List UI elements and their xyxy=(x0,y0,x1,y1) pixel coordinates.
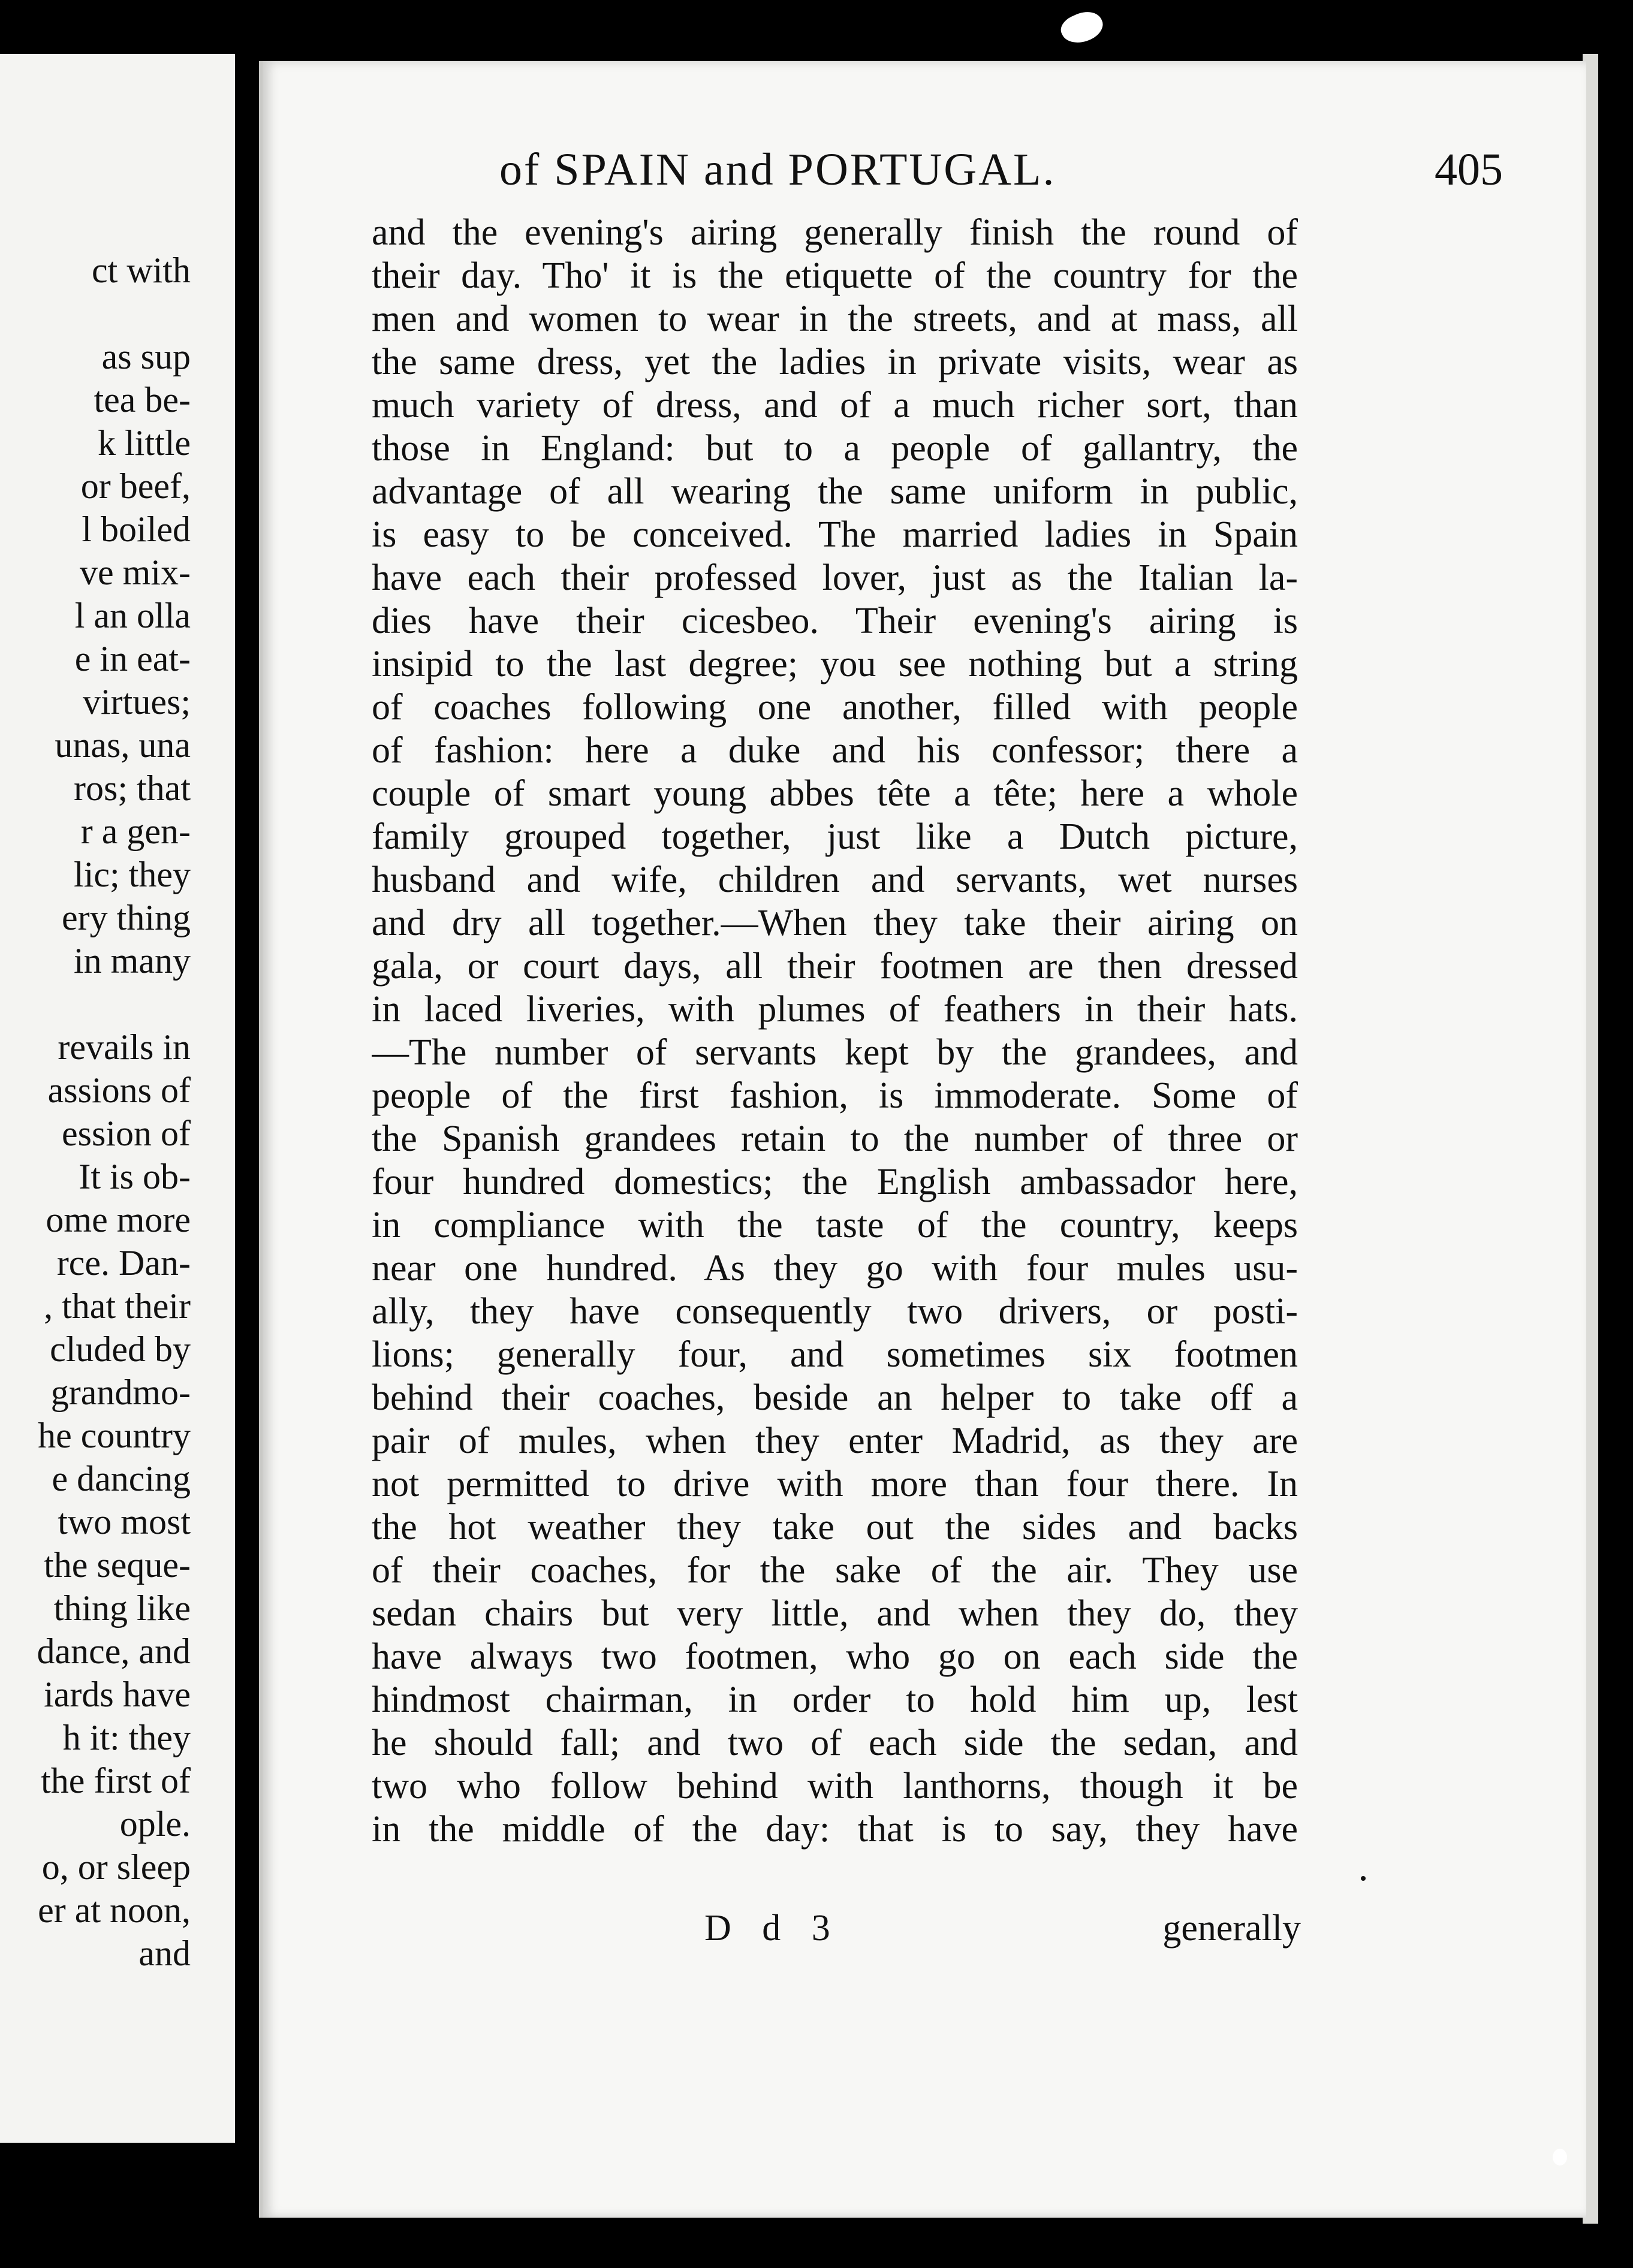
text-line: he should fall; and two of each side the sedan, and xyxy=(372,1723,1298,1763)
text-line: of fashion: here a duke and his confessor; there a xyxy=(372,730,1298,771)
left-page-line: he country xyxy=(38,1416,191,1455)
left-page-line xyxy=(0,982,191,1026)
left-page-line: rce. Dan- xyxy=(56,1243,191,1283)
left-page-line: ome more xyxy=(46,1200,191,1239)
catchword: generally xyxy=(1162,1908,1301,1949)
scan-blemish-bottom xyxy=(1553,2149,1567,2166)
text-line: insipid to the last degree; you see nothing but a string xyxy=(372,644,1298,684)
left-page-line: as sup xyxy=(101,337,191,376)
text-line: behind their coaches, beside an helper to take off a xyxy=(372,1377,1298,1418)
left-page-line: It is ob- xyxy=(79,1157,191,1196)
text-line: hindmost chairman, in order to hold him up, lest xyxy=(372,1679,1298,1720)
scan-blemish-top xyxy=(1057,5,1107,49)
left-page-line: the first of xyxy=(41,1761,191,1800)
text-line: the hot weather they take out the sides and backs xyxy=(372,1507,1298,1548)
left-page-line: unas, una xyxy=(55,725,191,765)
text-line: pair of mules, when they enter Madrid, as they are xyxy=(372,1420,1298,1461)
text-line: those in England: but to a people of gallantry, the xyxy=(372,428,1298,469)
right-page xyxy=(259,61,1586,2218)
text-line: and the evening's airing generally finish the round of xyxy=(372,212,1298,253)
text-line: ally, they have consequently two drivers, or posti- xyxy=(372,1291,1298,1332)
left-page-line: e dancing xyxy=(52,1459,191,1498)
left-page-line xyxy=(0,292,191,335)
text-line: two who follow behind with lanthorns, though it be xyxy=(372,1766,1298,1806)
left-page-line: revails in xyxy=(58,1027,191,1067)
text-line: of their coaches, for the sake of the air. They use xyxy=(372,1550,1298,1591)
body-text xyxy=(372,211,1298,1851)
left-page-line: the seque- xyxy=(44,1545,191,1585)
text-line: in laced liveries, with plumes of feathers in their hats. xyxy=(372,989,1298,1030)
left-page-line: thing like xyxy=(53,1588,191,1628)
left-facing-page xyxy=(0,54,235,2143)
running-title: of SPAIN and PORTUGAL. xyxy=(499,144,1056,195)
left-page-line: ession of xyxy=(62,1114,191,1153)
text-line: have always two footmen, who go on each side the xyxy=(372,1636,1298,1677)
left-page-line: e in eat- xyxy=(74,639,191,678)
text-line: near one hundred. As they go with four mules usu- xyxy=(372,1248,1298,1289)
left-page-line: in many xyxy=(74,941,191,981)
text-line: couple of smart young abbes tête a tête; here a whole xyxy=(372,773,1298,814)
text-line: dies have their cicesbeo. Their evening's airing is xyxy=(372,601,1298,641)
left-page-line: ople. xyxy=(119,1804,191,1844)
page-footer xyxy=(372,1907,1301,1961)
left-page-line: ct with xyxy=(92,251,191,290)
text-line: have each their professed lover, just as the Italian la- xyxy=(372,557,1298,598)
text-line: four hundred domestics; the English ambassador here, xyxy=(372,1162,1298,1202)
left-page-line: er at noon, xyxy=(38,1890,191,1930)
running-head xyxy=(499,144,1518,204)
text-line: advantage of all wearing the same uniform in public, xyxy=(372,471,1298,512)
text-line: much variety of dress, and of a much richer sort, than xyxy=(372,385,1298,426)
left-page-line: ery thing xyxy=(62,898,191,937)
ink-speck xyxy=(1361,1876,1366,1881)
left-page-line: iards have xyxy=(44,1675,191,1714)
left-page-line: grandmo- xyxy=(50,1373,191,1412)
text-line: people of the first fashion, is immoderate. Some of xyxy=(372,1075,1298,1116)
left-page-line: tea be- xyxy=(94,380,191,420)
left-page-line: ve mix- xyxy=(80,553,191,592)
text-line: men and women to wear in the streets, and at mass, all xyxy=(372,298,1298,339)
page-number: 405 xyxy=(1435,144,1503,195)
left-page-line: cluded by xyxy=(50,1329,191,1369)
text-line: the same dress, yet the ladies in private visits, wear as xyxy=(372,342,1298,382)
left-page-line: ros; that xyxy=(74,768,191,808)
left-page-line: or beef, xyxy=(80,466,191,506)
left-page-line: l an olla xyxy=(74,596,191,635)
left-page-line: r a gen- xyxy=(80,812,191,851)
text-line: sedan chairs but very little, and when they do, they xyxy=(372,1593,1298,1634)
left-page-line: o, or sleep xyxy=(41,1847,191,1887)
text-line: of coaches following one another, filled with people xyxy=(372,687,1298,728)
left-page-line: and xyxy=(138,1934,191,1973)
left-page-line: virtues; xyxy=(83,682,191,722)
text-line: gala, or court days, all their footmen are then dressed xyxy=(372,946,1298,987)
text-line: in the middle of the day: that is to say, they have xyxy=(372,1809,1298,1850)
left-page-line: h it: they xyxy=(62,1718,191,1757)
text-line: the Spanish grandees retain to the number of three or xyxy=(372,1118,1298,1159)
text-line: is easy to be conceived. The married ladies in Spain xyxy=(372,514,1298,555)
left-page-line: k little xyxy=(98,423,191,463)
text-line: family grouped together, just like a Dutch picture, xyxy=(372,816,1298,857)
text-line: not permitted to drive with more than four there. In xyxy=(372,1464,1298,1504)
signature-mark: D d 3 xyxy=(704,1908,841,1949)
text-line: husband and wife, children and servants, wet nurses xyxy=(372,859,1298,900)
text-line: lions; generally four, and sometimes six footmen xyxy=(372,1334,1298,1375)
text-line: and dry all together.—When they take their airing on xyxy=(372,903,1298,943)
text-line: in compliance with the taste of the country, keeps xyxy=(372,1205,1298,1245)
text-line: their day. Tho' it is the etiquette of the country for the xyxy=(372,255,1298,296)
text-line: —The number of servants kept by the grandees, and xyxy=(372,1032,1298,1073)
left-page-text-fragments xyxy=(0,249,191,1975)
left-page-line: l boiled xyxy=(82,509,191,549)
left-page-line: two most xyxy=(58,1502,191,1542)
left-page-line: dance, and xyxy=(37,1631,191,1671)
left-page-line: , that their xyxy=(44,1286,191,1326)
left-page-line: lic; they xyxy=(74,855,191,894)
left-page-line: assions of xyxy=(47,1070,191,1110)
